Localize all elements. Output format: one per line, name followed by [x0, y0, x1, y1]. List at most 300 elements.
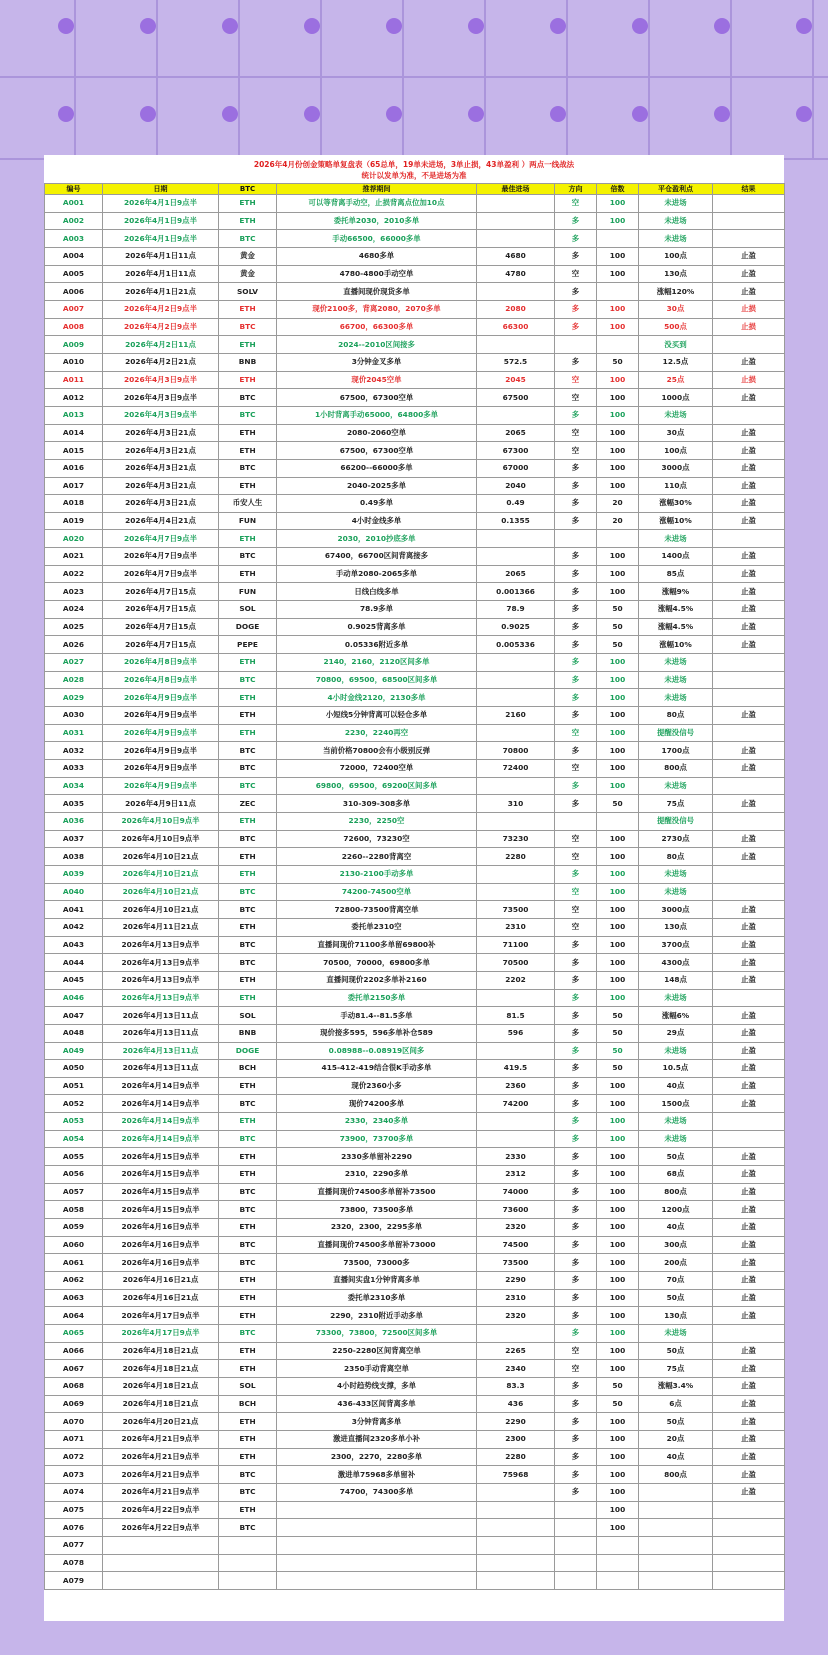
- column-header: 方向: [555, 184, 597, 195]
- cell-desc: 0.05336附近多单: [277, 636, 477, 654]
- cell-result: 止盈: [713, 1219, 785, 1237]
- cell-leverage: 50: [597, 1395, 639, 1413]
- cell-pnl: 800点: [639, 1466, 713, 1484]
- cell-id: A077: [45, 1536, 103, 1554]
- cell-pnl: 68点: [639, 1166, 713, 1184]
- cell-result: [713, 1536, 785, 1554]
- cell-desc: 2040-2025多单: [277, 477, 477, 495]
- cell-result: 止盈: [713, 583, 785, 601]
- cell-entry: 4780: [477, 265, 555, 283]
- cell-id: A078: [45, 1554, 103, 1572]
- cell-coin: BTC: [219, 1325, 277, 1343]
- cell-id: A007: [45, 300, 103, 318]
- table-row: [45, 777, 785, 795]
- cell-entry: [477, 230, 555, 248]
- cell-direction: 多: [555, 1307, 597, 1325]
- cell-direction: 多: [555, 1183, 597, 1201]
- cell-coin: BTC: [219, 954, 277, 972]
- cell-date: 2026年4月10日21点: [103, 883, 219, 901]
- cell-leverage: [597, 336, 639, 354]
- cell-date: 2026年4月7日15点: [103, 583, 219, 601]
- cell-leverage: 100: [597, 989, 639, 1007]
- cell-entry: [477, 689, 555, 707]
- cell-desc: 4780-4800手动空单: [277, 265, 477, 283]
- cell-leverage: 100: [597, 1219, 639, 1237]
- cell-date: 2026年4月3日9点半: [103, 389, 219, 407]
- cell-direction: 多: [555, 1024, 597, 1042]
- cell-desc: 直播间现价2202多单补2160: [277, 971, 477, 989]
- cell-id: A012: [45, 389, 103, 407]
- cell-leverage: 100: [597, 1466, 639, 1484]
- cell-result: 止盈: [713, 1289, 785, 1307]
- cell-result: 止盈: [713, 1342, 785, 1360]
- cell-id: A059: [45, 1219, 103, 1237]
- cell-direction: 多: [555, 1148, 597, 1166]
- cell-direction: 空: [555, 848, 597, 866]
- cell-id: A022: [45, 565, 103, 583]
- cell-coin: 黄金: [219, 265, 277, 283]
- cell-entry: 83.3: [477, 1377, 555, 1395]
- cell-entry: [477, 530, 555, 548]
- cell-leverage: 100: [597, 247, 639, 265]
- cell-direction: 多: [555, 989, 597, 1007]
- cell-result: 止盈: [713, 954, 785, 972]
- cell-leverage: 100: [597, 865, 639, 883]
- cell-leverage: 100: [597, 1113, 639, 1131]
- cell-desc: 可以等背离手动空，止损背离点位加10点: [277, 195, 477, 213]
- cell-date: 2026年4月21日9点半: [103, 1448, 219, 1466]
- cell-desc: 3分钟背离多单: [277, 1413, 477, 1431]
- cell-pnl: 3000点: [639, 459, 713, 477]
- cell-coin: ETH: [219, 212, 277, 230]
- cell-pnl: 未进场: [639, 195, 713, 213]
- cell-direction: 多: [555, 512, 597, 530]
- cell-entry: 0.9025: [477, 618, 555, 636]
- table-row: [45, 442, 785, 460]
- cell-pnl: 未进场: [639, 865, 713, 883]
- cell-date: 2026年4月3日21点: [103, 477, 219, 495]
- cell-result: 止盈: [713, 1042, 785, 1060]
- cell-desc: 2024--2010区间接多: [277, 336, 477, 354]
- cell-result: 止盈: [713, 424, 785, 442]
- table-row: [45, 848, 785, 866]
- cell-pnl: 涨幅120%: [639, 283, 713, 301]
- grid-dot: [468, 106, 484, 122]
- cell-leverage: 50: [597, 1007, 639, 1025]
- cell-leverage: 100: [597, 777, 639, 795]
- cell-desc: 70500，70000，69800多单: [277, 954, 477, 972]
- cell-leverage: 100: [597, 1360, 639, 1378]
- cell-coin: BTC: [219, 1095, 277, 1113]
- cell-entry: [477, 195, 555, 213]
- cell-direction: 多: [555, 1130, 597, 1148]
- cell-direction: 多: [555, 283, 597, 301]
- cell-pnl: [639, 1572, 713, 1590]
- cell-direction: [555, 1572, 597, 1590]
- cell-pnl: 未进场: [639, 989, 713, 1007]
- cell-date: 2026年4月21日9点半: [103, 1483, 219, 1501]
- cell-result: 止盈: [713, 1166, 785, 1184]
- cell-pnl: 85点: [639, 565, 713, 583]
- cell-entry: 2312: [477, 1166, 555, 1184]
- table-row: [45, 389, 785, 407]
- column-header: 编号: [45, 184, 103, 195]
- cell-entry: [477, 212, 555, 230]
- cell-date: 2026年4月9日9点半: [103, 707, 219, 725]
- cell-leverage: 100: [597, 1236, 639, 1254]
- table-row: [45, 1166, 785, 1184]
- cell-entry: 73230: [477, 830, 555, 848]
- cell-id: A056: [45, 1166, 103, 1184]
- cell-entry: 73500: [477, 1254, 555, 1272]
- cell-entry: 2330: [477, 1148, 555, 1166]
- cell-leverage: 100: [597, 195, 639, 213]
- cell-leverage: 100: [597, 689, 639, 707]
- cell-leverage: 100: [597, 583, 639, 601]
- cell-date: 2026年4月17日9点半: [103, 1325, 219, 1343]
- table-row: [45, 724, 785, 742]
- cell-desc: 2260--2280背离空: [277, 848, 477, 866]
- cell-id: A069: [45, 1395, 103, 1413]
- cell-entry: [477, 1501, 555, 1519]
- cell-coin: ETH: [219, 812, 277, 830]
- cell-entry: [477, 1113, 555, 1131]
- cell-desc: 直播间现价71100多单留69800补: [277, 936, 477, 954]
- cell-date: 2026年4月1日9点半: [103, 195, 219, 213]
- cell-pnl: 130点: [639, 1307, 713, 1325]
- table-row: [45, 1201, 785, 1219]
- cell-entry: [477, 989, 555, 1007]
- cell-leverage: 50: [597, 1060, 639, 1078]
- cell-desc: 73900，73700多单: [277, 1130, 477, 1148]
- table-row: [45, 1272, 785, 1290]
- cell-entry: 572.5: [477, 353, 555, 371]
- cell-date: 2026年4月7日9点半: [103, 548, 219, 566]
- cell-date: 2026年4月1日9点半: [103, 212, 219, 230]
- cell-date: 2026年4月16日21点: [103, 1272, 219, 1290]
- background-grid: [0, 0, 828, 160]
- table-row: [45, 936, 785, 954]
- cell-entry: 2040: [477, 477, 555, 495]
- cell-date: 2026年4月2日9点半: [103, 300, 219, 318]
- cell-id: A020: [45, 530, 103, 548]
- cell-entry: 70500: [477, 954, 555, 972]
- table-row: [45, 530, 785, 548]
- cell-leverage: 100: [597, 442, 639, 460]
- table-row: [45, 1130, 785, 1148]
- grid-dot: [386, 106, 402, 122]
- cell-coin: BTC: [219, 742, 277, 760]
- cell-desc: 2080-2060空单: [277, 424, 477, 442]
- cell-coin: ETH: [219, 1148, 277, 1166]
- cell-coin: 黄金: [219, 247, 277, 265]
- cell-date: 2026年4月13日11点: [103, 1060, 219, 1078]
- cell-result: 止盈: [713, 548, 785, 566]
- cell-coin: ETH: [219, 442, 277, 460]
- table-row: [45, 1183, 785, 1201]
- cell-desc: 2130-2100手动多单: [277, 865, 477, 883]
- cell-result: 止盈: [713, 1024, 785, 1042]
- cell-desc: 日线白线多单: [277, 583, 477, 601]
- cell-result: 止盈: [713, 707, 785, 725]
- cell-date: 2026年4月16日9点半: [103, 1254, 219, 1272]
- cell-result: 止盈: [713, 265, 785, 283]
- cell-date: 2026年4月1日9点半: [103, 230, 219, 248]
- cell-date: 2026年4月15日9点半: [103, 1201, 219, 1219]
- cell-id: A027: [45, 654, 103, 672]
- cell-date: 2026年4月3日21点: [103, 459, 219, 477]
- cell-entry: 0.005336: [477, 636, 555, 654]
- cell-date: 2026年4月7日15点: [103, 636, 219, 654]
- cell-leverage: [597, 530, 639, 548]
- cell-result: 止盈: [713, 936, 785, 954]
- cell-entry: [477, 1325, 555, 1343]
- cell-coin: ETH: [219, 724, 277, 742]
- cell-date: 2026年4月13日9点半: [103, 971, 219, 989]
- cell-coin: BCH: [219, 1395, 277, 1413]
- table-row: [45, 247, 785, 265]
- cell-coin: BNB: [219, 1024, 277, 1042]
- cell-result: 止盈: [713, 795, 785, 813]
- cell-id: A006: [45, 283, 103, 301]
- cell-direction: 空: [555, 442, 597, 460]
- cell-result: [713, 883, 785, 901]
- cell-entry: 2320: [477, 1307, 555, 1325]
- cell-date: 2026年4月18日21点: [103, 1395, 219, 1413]
- cell-date: 2026年4月7日9点半: [103, 530, 219, 548]
- cell-leverage: 100: [597, 918, 639, 936]
- cell-result: 止盈: [713, 565, 785, 583]
- cell-result: 止盈: [713, 283, 785, 301]
- cell-date: 2026年4月1日21点: [103, 283, 219, 301]
- cell-date: 2026年4月8日9点半: [103, 671, 219, 689]
- cell-date: 2026年4月18日21点: [103, 1360, 219, 1378]
- cell-pnl: 75点: [639, 1360, 713, 1378]
- cell-date: 2026年4月22日9点半: [103, 1519, 219, 1537]
- cell-desc: 4小时趋势线支撑，多单: [277, 1377, 477, 1395]
- cell-result: 止盈: [713, 477, 785, 495]
- cell-leverage: 50: [597, 795, 639, 813]
- table-row: [45, 954, 785, 972]
- cell-result: 止盈: [713, 459, 785, 477]
- cell-id: A016: [45, 459, 103, 477]
- cell-date: 2026年4月7日9点半: [103, 565, 219, 583]
- column-header: 结果: [713, 184, 785, 195]
- cell-result: 止盈: [713, 1060, 785, 1078]
- cell-desc: 现价2360小多: [277, 1077, 477, 1095]
- cell-pnl: [639, 1519, 713, 1537]
- cell-id: A046: [45, 989, 103, 1007]
- cell-pnl: 29点: [639, 1024, 713, 1042]
- cell-direction: 多: [555, 1007, 597, 1025]
- cell-leverage: 100: [597, 707, 639, 725]
- cell-id: A054: [45, 1130, 103, 1148]
- cell-desc: 0.49多单: [277, 495, 477, 513]
- table-row: [45, 1254, 785, 1272]
- cell-date: 2026年4月18日21点: [103, 1377, 219, 1395]
- table-row: [45, 1148, 785, 1166]
- cell-date: 2026年4月9日9点半: [103, 742, 219, 760]
- cell-id: A072: [45, 1448, 103, 1466]
- column-header: 推荐期间: [277, 184, 477, 195]
- cell-direction: 多: [555, 1483, 597, 1501]
- cell-entry: 4680: [477, 247, 555, 265]
- cell-date: 2026年4月21日9点半: [103, 1430, 219, 1448]
- cell-leverage: 100: [597, 1483, 639, 1501]
- grid-dot: [632, 18, 648, 34]
- table-row: [45, 406, 785, 424]
- cell-id: A064: [45, 1307, 103, 1325]
- cell-desc: 2230，2240再空: [277, 724, 477, 742]
- cell-id: A067: [45, 1360, 103, 1378]
- cell-pnl: 50点: [639, 1413, 713, 1431]
- cell-entry: 2290: [477, 1413, 555, 1431]
- cell-id: A057: [45, 1183, 103, 1201]
- cell-pnl: 未进场: [639, 1113, 713, 1131]
- grid-dot: [222, 18, 238, 34]
- cell-id: A052: [45, 1095, 103, 1113]
- table-body: [45, 195, 785, 1590]
- cell-pnl: 40点: [639, 1448, 713, 1466]
- cell-pnl: 涨幅3.4%: [639, 1377, 713, 1395]
- cell-direction: 多: [555, 1325, 597, 1343]
- cell-pnl: 25点: [639, 371, 713, 389]
- cell-coin: BTC: [219, 671, 277, 689]
- cell-entry: [477, 406, 555, 424]
- cell-date: 2026年4月2日21点: [103, 353, 219, 371]
- cell-result: 止损: [713, 371, 785, 389]
- cell-id: A004: [45, 247, 103, 265]
- cell-coin: ETH: [219, 1077, 277, 1095]
- cell-pnl: 148点: [639, 971, 713, 989]
- cell-coin: ETH: [219, 565, 277, 583]
- cell-coin: ETH: [219, 1272, 277, 1290]
- cell-entry: 0.001366: [477, 583, 555, 601]
- cell-direction: 多: [555, 495, 597, 513]
- cell-direction: 空: [555, 1342, 597, 1360]
- cell-desc: 现价2045空单: [277, 371, 477, 389]
- cell-leverage: 100: [597, 1272, 639, 1290]
- cell-coin: BTC: [219, 936, 277, 954]
- cell-pnl: 800点: [639, 1183, 713, 1201]
- cell-desc: 2140，2160，2120区间多单: [277, 654, 477, 672]
- cell-coin: ETH: [219, 707, 277, 725]
- cell-pnl: 未进场: [639, 671, 713, 689]
- cell-id: A076: [45, 1519, 103, 1537]
- cell-entry: 2340: [477, 1360, 555, 1378]
- cell-direction: 多: [555, 971, 597, 989]
- cell-coin: BTC: [219, 760, 277, 778]
- cell-direction: 多: [555, 954, 597, 972]
- cell-pnl: 50点: [639, 1342, 713, 1360]
- cell-desc: 委托单2310多单: [277, 1289, 477, 1307]
- cell-result: 止盈: [713, 848, 785, 866]
- cell-desc: 手动66500，66000多单: [277, 230, 477, 248]
- cell-entry: 74000: [477, 1183, 555, 1201]
- cell-id: A023: [45, 583, 103, 601]
- grid-dot: [550, 106, 566, 122]
- cell-direction: 多: [555, 406, 597, 424]
- cell-result: [713, 724, 785, 742]
- cell-leverage: 100: [597, 1519, 639, 1537]
- cell-date: [103, 1572, 219, 1590]
- cell-direction: 空: [555, 918, 597, 936]
- column-header: 平仓盈利点: [639, 184, 713, 195]
- cell-entry: [477, 1536, 555, 1554]
- cell-coin: 币安人生: [219, 495, 277, 513]
- grid-dot: [58, 106, 74, 122]
- cell-coin: ETH: [219, 654, 277, 672]
- cell-leverage: 50: [597, 353, 639, 371]
- cell-coin: BTC: [219, 318, 277, 336]
- cell-direction: 多: [555, 742, 597, 760]
- cell-result: [713, 195, 785, 213]
- cell-leverage: 100: [597, 212, 639, 230]
- cell-result: 止盈: [713, 760, 785, 778]
- cell-date: 2026年4月14日9点半: [103, 1130, 219, 1148]
- cell-id: A048: [45, 1024, 103, 1042]
- table-row: [45, 1572, 785, 1590]
- grid-dot: [550, 18, 566, 34]
- cell-desc: 0.08988--0.08919区间多: [277, 1042, 477, 1060]
- cell-desc: 手动81.4--81.5多单: [277, 1007, 477, 1025]
- cell-date: [103, 1536, 219, 1554]
- table-row: [45, 865, 785, 883]
- cell-entry: [477, 671, 555, 689]
- cell-pnl: 80点: [639, 848, 713, 866]
- cell-entry: 72400: [477, 760, 555, 778]
- cell-desc: [277, 1501, 477, 1519]
- cell-leverage: 100: [597, 406, 639, 424]
- cell-date: 2026年4月14日9点半: [103, 1095, 219, 1113]
- cell-coin: BTC: [219, 901, 277, 919]
- cell-entry: 2300: [477, 1430, 555, 1448]
- cell-result: 止盈: [713, 1466, 785, 1484]
- cell-direction: 多: [555, 689, 597, 707]
- cell-date: 2026年4月16日9点半: [103, 1219, 219, 1237]
- cell-desc: 直播间实盘1分钟背离多单: [277, 1272, 477, 1290]
- cell-pnl: 未进场: [639, 883, 713, 901]
- cell-pnl: 1400点: [639, 548, 713, 566]
- cell-id: A043: [45, 936, 103, 954]
- cell-direction: 空: [555, 424, 597, 442]
- cell-entry: [477, 1130, 555, 1148]
- table-row: [45, 689, 785, 707]
- grid-dot: [58, 18, 74, 34]
- spreadsheet: [44, 155, 784, 1621]
- cell-pnl: 50点: [639, 1289, 713, 1307]
- cell-pnl: 20点: [639, 1430, 713, 1448]
- cell-pnl: 1500点: [639, 1095, 713, 1113]
- table-row: [45, 1377, 785, 1395]
- cell-pnl: 3000点: [639, 901, 713, 919]
- cell-id: A060: [45, 1236, 103, 1254]
- cell-result: 止盈: [713, 1360, 785, 1378]
- cell-date: 2026年4月9日9点半: [103, 777, 219, 795]
- cell-coin: PEPE: [219, 636, 277, 654]
- cell-id: A015: [45, 442, 103, 460]
- cell-coin: ETH: [219, 989, 277, 1007]
- cell-coin: ETH: [219, 848, 277, 866]
- table-row: [45, 1536, 785, 1554]
- cell-coin: BTC: [219, 459, 277, 477]
- table-row: [45, 1307, 785, 1325]
- table-row: [45, 707, 785, 725]
- cell-leverage: 100: [597, 742, 639, 760]
- cell-result: 止盈: [713, 1077, 785, 1095]
- cell-direction: 多: [555, 1077, 597, 1095]
- cell-coin: ETH: [219, 300, 277, 318]
